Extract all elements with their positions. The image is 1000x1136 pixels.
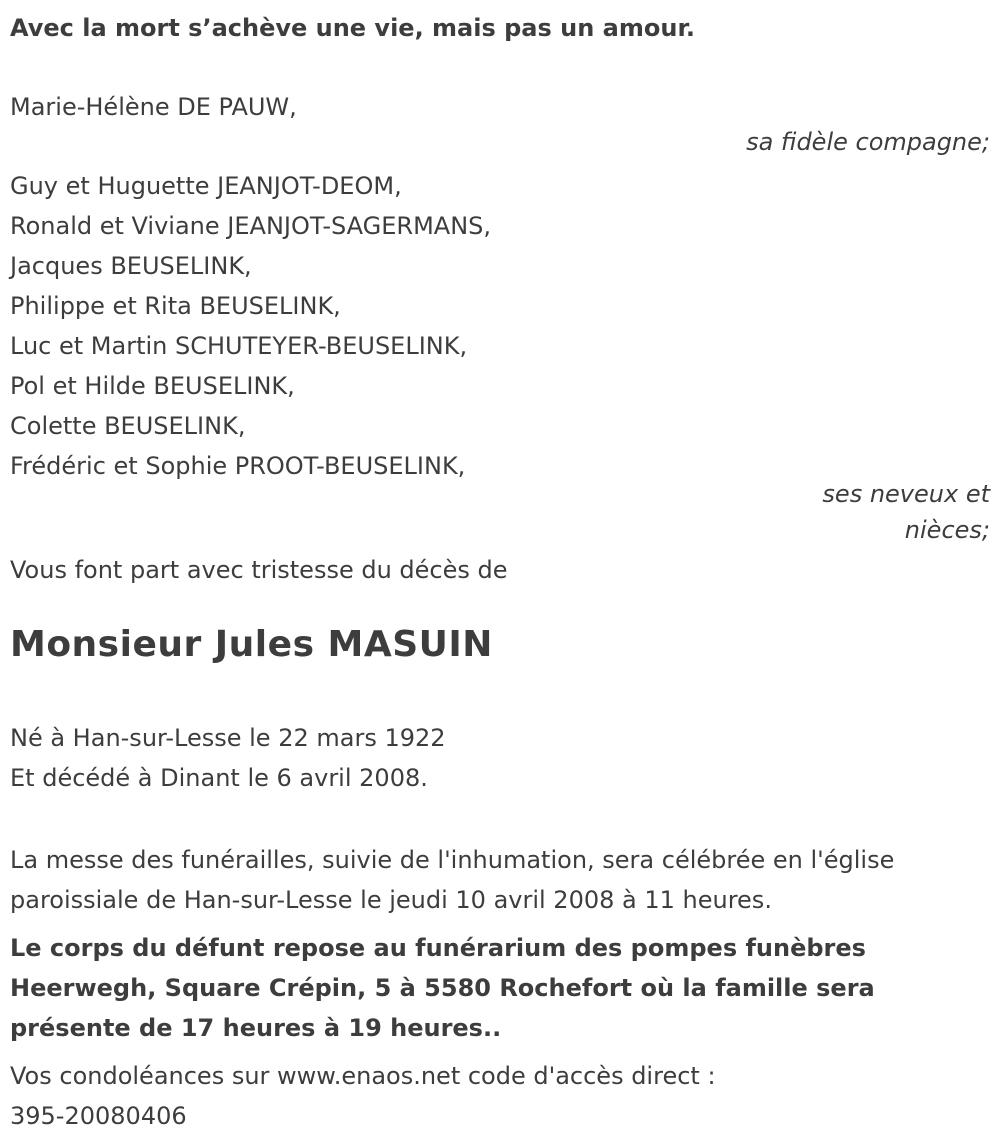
birth-line: Né à Han-sur-Lesse le 22 mars 1922 — [10, 724, 446, 752]
family-relation — [10, 476, 990, 548]
family-name: Luc et Martin SCHUTEYER-BEUSELINK, — [10, 332, 468, 360]
epigraph: Avec la mort s’achève une vie, mais pas un amour. — [10, 14, 695, 42]
partner-name: Marie-Hélène DE PAUW, — [10, 93, 297, 121]
partner-relation: sa fidèle compagne; — [746, 128, 990, 156]
ceremony-details: La messe des funérailles, suivie de l'inhumation, sera célébrée en l'église paroissiale de Han-sur-Lesse le jeudi 10 avril 2008 à 11 heures. — [10, 846, 895, 914]
family-name: Philippe et Rita BEUSELINK, — [10, 292, 341, 320]
vital-dates — [10, 718, 990, 798]
family-relation-line1: ses neveux et — [822, 480, 990, 508]
family-names-list — [10, 166, 990, 486]
deceased-name-title: Monsieur Jules MASUIN — [10, 624, 493, 665]
family-name: Ronald et Viviane JEANJOT-SAGERMANS, — [10, 212, 492, 240]
announcement-intro: Vous font part avec tristesse du décès de — [10, 556, 508, 584]
death-line: Et décédé à Dinant le 6 avril 2008. — [10, 764, 428, 792]
family-name: Frédéric et Sophie PROOT-BEUSELINK, — [10, 452, 466, 480]
funeral-home-details: Le corps du défunt repose au funérarium des pompes funèbres Heerwegh, Square Crépin, 5 à 5580 Rochefort où la famille sera présente de 17 heures à 19 heures.. — [10, 934, 875, 1042]
family-name: Jacques BEUSELINK, — [10, 252, 252, 280]
family-name: Pol et Hilde BEUSELINK, — [10, 372, 295, 400]
family-relation-line2: nièces; — [904, 516, 990, 544]
family-name: Guy et Huguette JEANJOT-DEOM, — [10, 172, 402, 200]
access-code: 395-20080406 — [10, 1102, 187, 1130]
family-name: Colette BEUSELINK, — [10, 412, 246, 440]
condolences-line: Vos condoléances sur www.enaos.net code d'accès direct : — [10, 1062, 716, 1090]
